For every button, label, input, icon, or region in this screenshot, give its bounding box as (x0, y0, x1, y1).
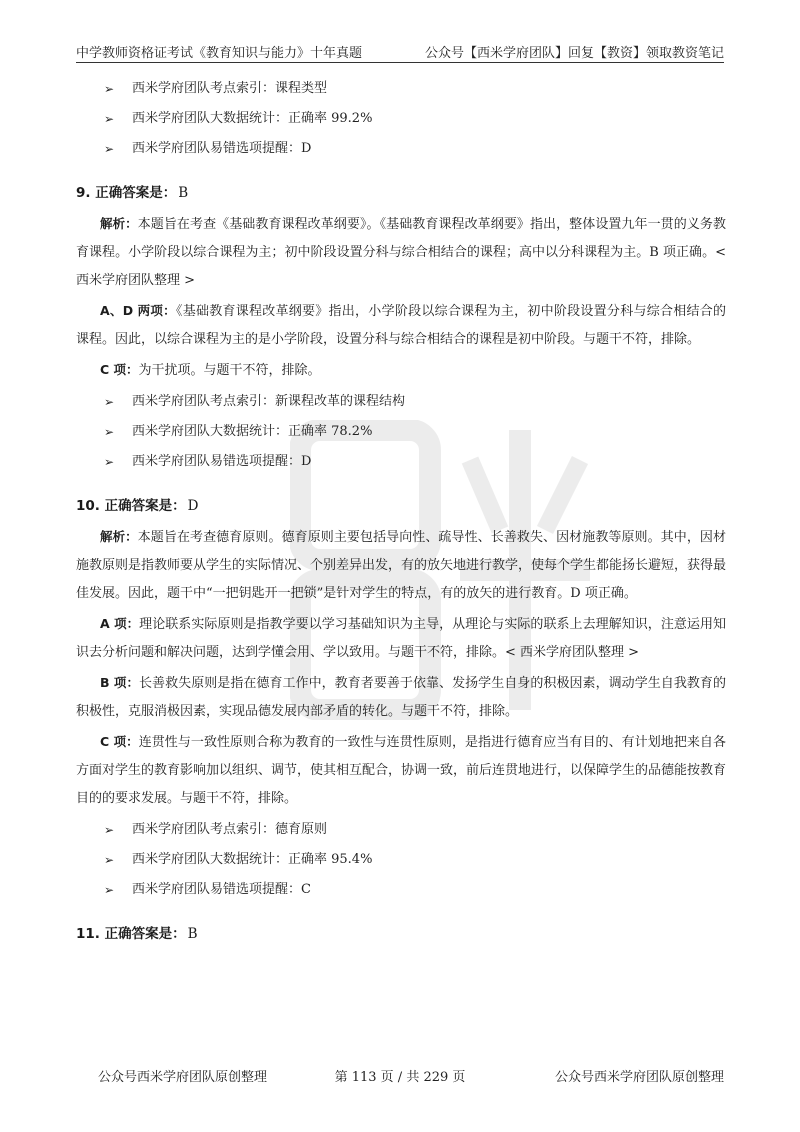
q9-option-ad: A、D 两项：《基础教育课程改革纲要》指出，小学阶段以综合课程为主，初中阶段设置分科与综合相结合的课程。因此，以综合课程为主的是小学阶段，设置分科与综合相结合的课程是初中阶段。与题干不符，排除。 (76, 303, 726, 347)
list-item: ➢ 西米学府团队考点索引：新课程改革的课程结构 (76, 387, 726, 417)
list-item: ➢ 西米学府团队大数据统计：正确率 95.4% (76, 845, 726, 875)
list-item: ➢ 西米学府团队易错选项提醒：D (76, 447, 726, 477)
arrow-bullet-icon: ➢ (104, 82, 115, 96)
arrow-bullet-icon: ➢ (104, 823, 115, 837)
q9-option-c: C 项：为干扰项。与题干不符，排除。 (100, 362, 321, 378)
page-number: 第 113 页 / 共 229 页 (334, 1070, 466, 1085)
arrow-bullet-icon: ➢ (104, 853, 115, 867)
page-footer (0, 1066, 800, 1088)
arrow-bullet-icon: ➢ (104, 112, 115, 126)
q10-option-b: B 项：长善救失原则是指在德育工作中，教育者要善于依靠、发扬学生自身的积极因素，调动学生自我教育的积极性，克服消极因素，实现品德发展内部矛盾的转化。与题干不符，排除。 (76, 675, 726, 719)
arrow-bullet-icon: ➢ (104, 425, 115, 439)
page-header (76, 38, 724, 63)
list-item: ➢ 西米学府团队易错选项提醒：D (76, 134, 726, 164)
header-right-text: 公众号【西米学府团队】回复【教资】领取教资笔记 (424, 46, 724, 61)
list-item: ➢ 西米学府团队大数据统计：正确率 99.2% (76, 104, 726, 134)
arrow-bullet-icon: ➢ (104, 395, 115, 409)
q10-option-c: C 项：连贯性与一致性原则合称为教育的一致性与连贯性原则，是指进行德育应当有目的、有计划地把来自各方面对学生的教育影响加以组织、调节，使其相互配合，协调一致，前后连贯地进行，以保障学生的品德能按教育目的的要求发展。与题干不符，排除。 (76, 734, 727, 806)
footer-left-text: 公众号西米学府团队原创整理 (98, 1070, 268, 1085)
header-left-text: 中学教师资格证考试《教育知识与能力》十年真题 (76, 46, 363, 61)
page-content (76, 74, 726, 951)
q9-analysis: 解析：本题旨在考查《基础教育课程改革纲要》。《基础教育课程改革纲要》指出，整体设置九年一贯的义务教育课程。小学阶段以综合课程为主；初中阶段设置分科与综合相结合的课程；高中以分科课程为主。B 项正确。< 西米学府团队整理 > (76, 216, 726, 288)
list-item: ➢ 西米学府团队考点索引：课程类型 (76, 74, 726, 104)
q10-analysis: 解析：本题旨在考查德育原则。德育原则主要包括导向性、疏导性、长善救失、因材施教等原则。其中，因材施教原则是指教师要从学生的实际情况、个别差异出发，有的放矢地进行教学，使每个学生都能扬长避短，获得最佳发展。因此，题干中“一把钥匙开一把锁”是针对学生的特点，有的放矢的进行教育。D 项正确。 (76, 529, 727, 601)
q10-option-a: A 项：理论联系实际原则是指教学要以学习基础知识为主导，从理论与实际的联系上去理解知识，注意运用知识去分析问题和解决问题，达到学懂会用、学以致用。与题干不符，排除。< 西米学府团队整理 > (76, 616, 726, 660)
list-item: ➢ 西米学府团队易错选项提醒：C (76, 875, 726, 905)
footer-right-text: 公众号西米学府团队原创整理 (554, 1070, 724, 1085)
list-item: ➢ 西米学府团队大数据统计：正确率 78.2% (76, 417, 726, 447)
arrow-bullet-icon: ➢ (104, 455, 115, 469)
arrow-bullet-icon: ➢ (104, 142, 115, 156)
question-10-answer: 10. 正确答案是： D (76, 498, 199, 514)
question-9-answer: 9. 正确答案是： B (76, 185, 189, 201)
question-11-answer: 11. 正确答案是： B (76, 926, 198, 942)
arrow-bullet-icon: ➢ (104, 883, 115, 897)
list-item: ➢ 西米学府团队考点索引：德育原则 (76, 815, 726, 845)
